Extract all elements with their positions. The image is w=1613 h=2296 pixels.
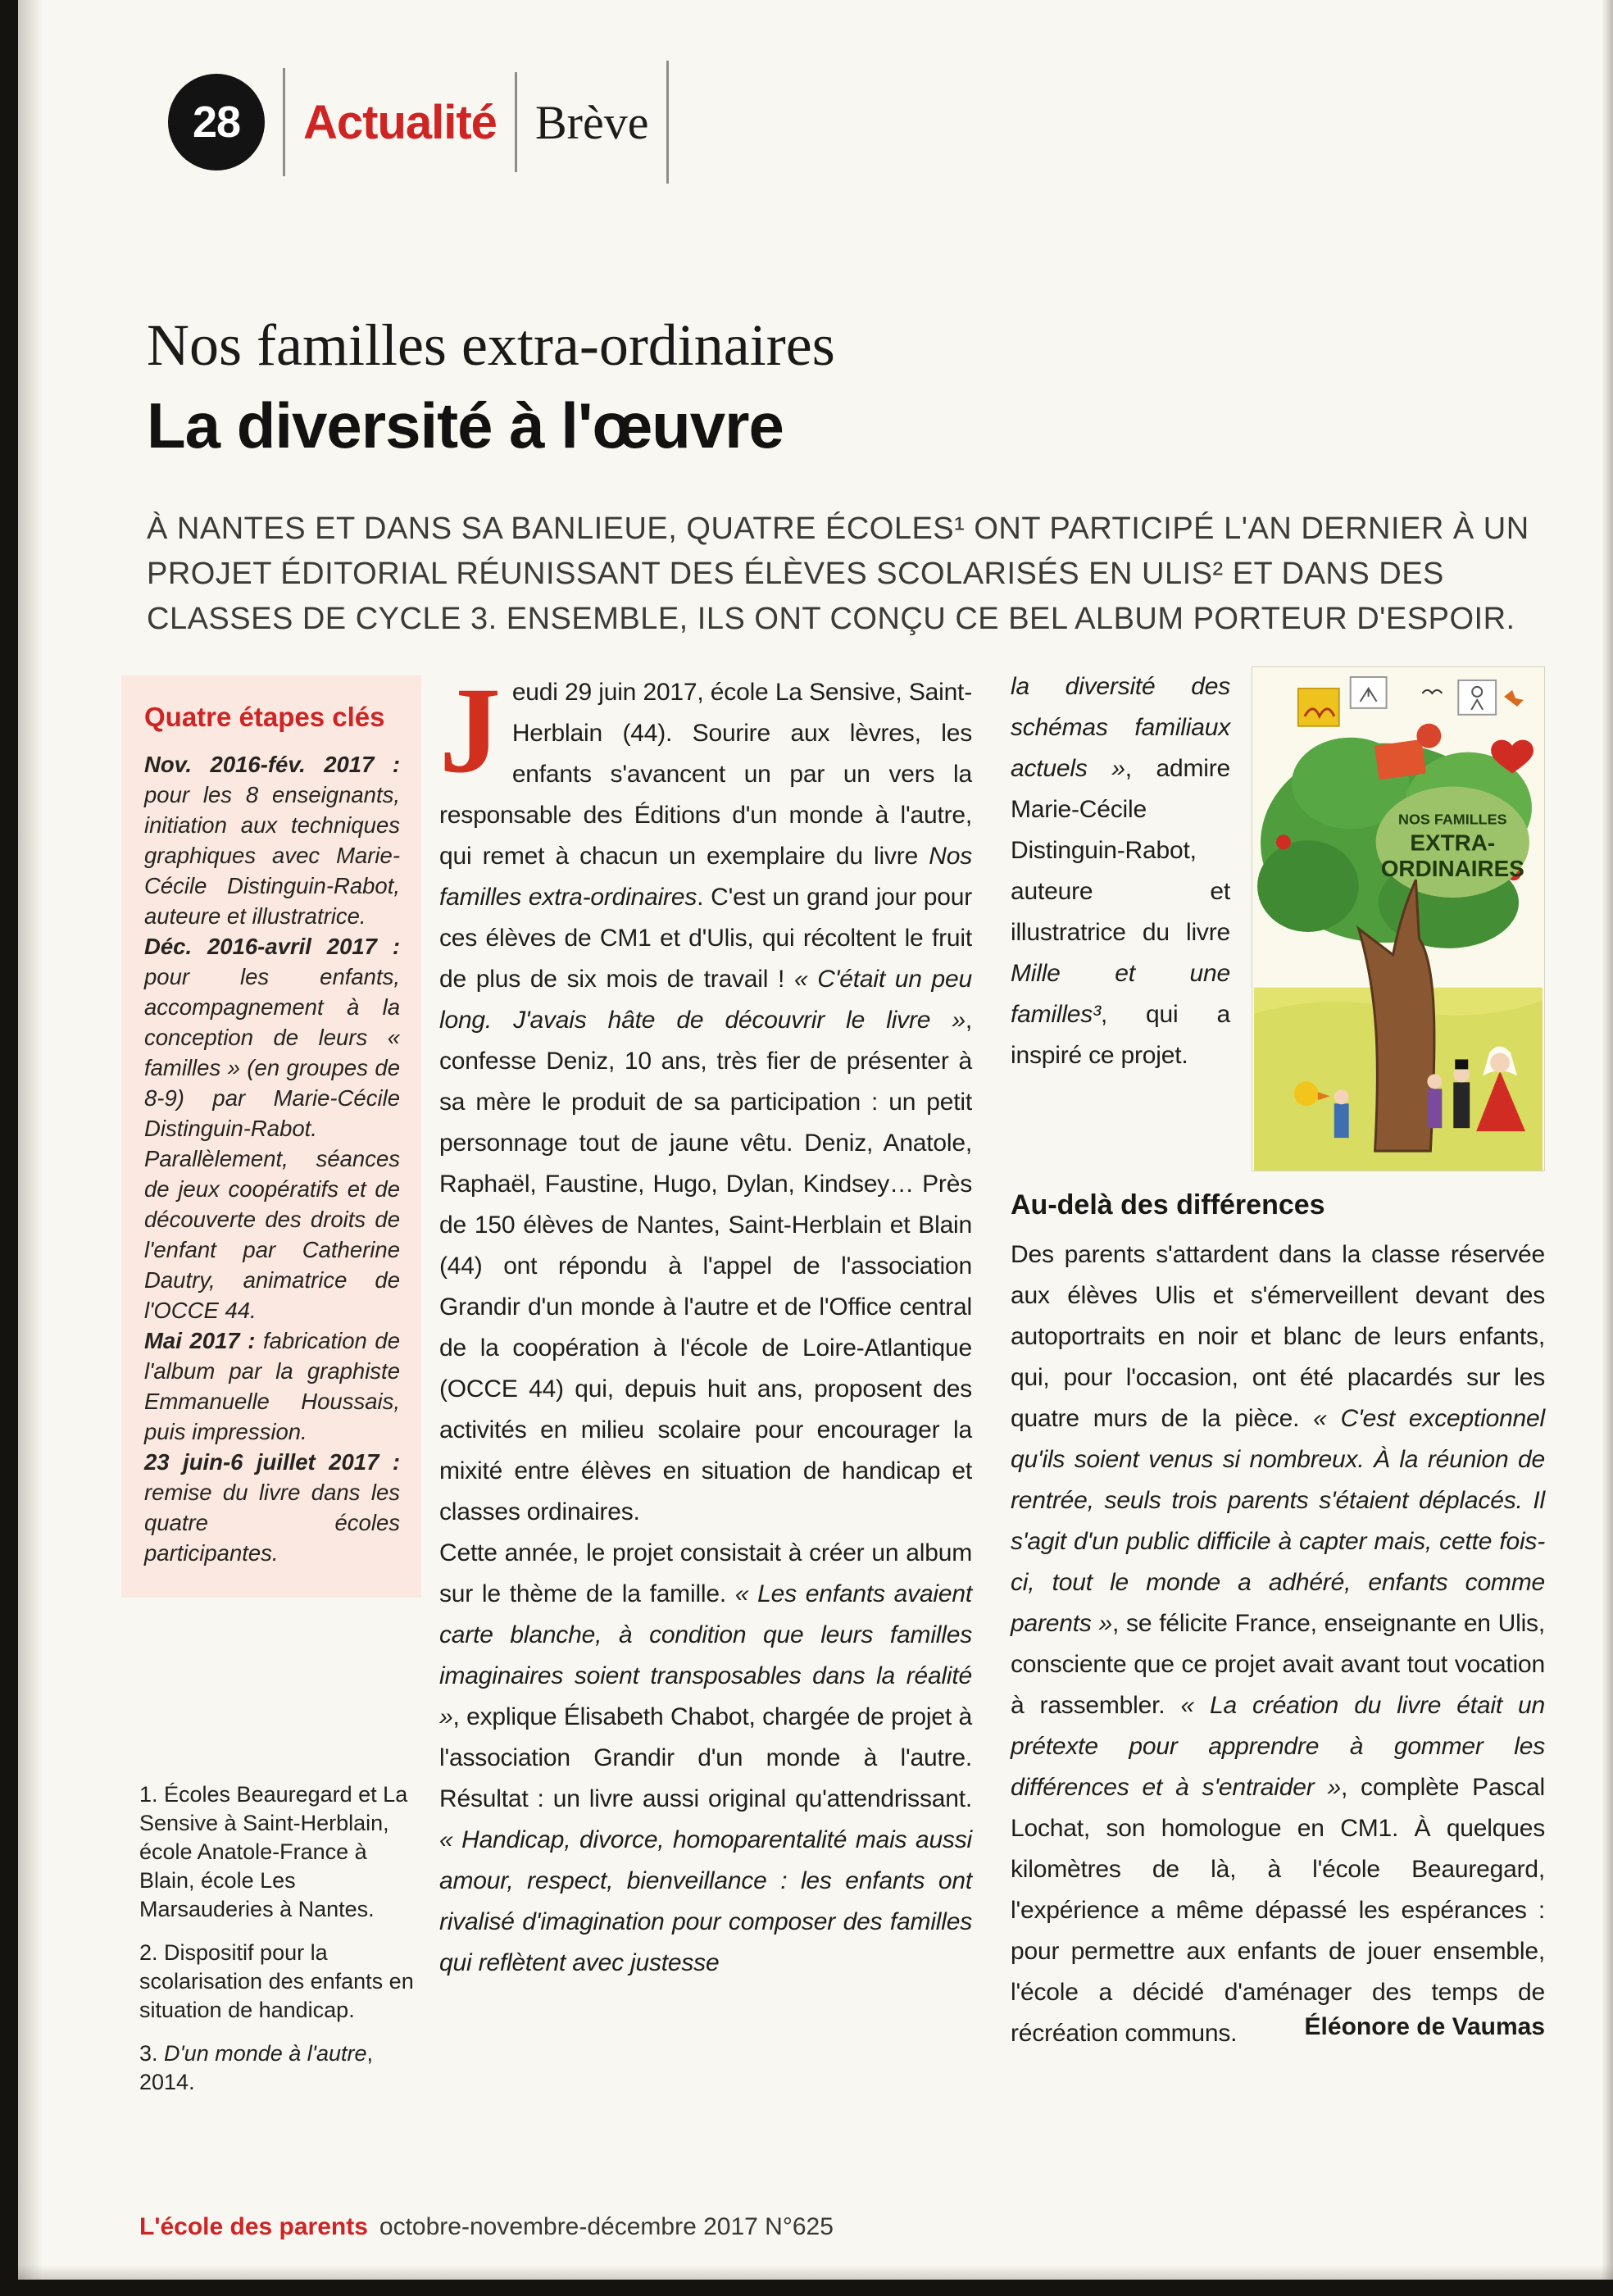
header-divider <box>515 72 517 172</box>
scan-edge-right <box>1602 0 1613 2296</box>
book-cover-photo <box>1252 666 1545 1171</box>
page-footer <box>139 2213 834 2241</box>
article-kicker: Nos familles extra-ordinaires <box>147 312 835 378</box>
cover-red-shape <box>1374 739 1426 780</box>
scan-edge-bottom-shadow <box>0 2265 1613 2280</box>
author-byline: Éléonore de Vaumas <box>1304 2013 1545 2040</box>
issue-info: octobre-novembre-décembre 2017 N°625 <box>379 2213 834 2240</box>
footnote: 3. D'un monde à l'autre, 2014. <box>139 2041 374 2094</box>
page-header <box>168 61 669 184</box>
article-column-1 <box>439 662 972 1984</box>
cover-red-shape <box>1416 724 1441 748</box>
body-paragraph: Des parents s'attardent dans la classe réservée aux élèves Ulis et s'émerveillent devant des autoportraits en noir et blanc de leurs enfants, qui, pour l'occasion, ont été placardés sur les quatre murs de la pièce. « C'est exceptionnel qu'ils soient venus si nombreux. À la réunion de rentrée, seuls trois parents s'étaient déplacés. Il s'agit d'un public difficile à capter mais, cette fois-ci, tout le monde a adhéré, enfants comme parents », se félicite France, enseignante en Ulis, consciente que ce projet avait avant tout vocation à rassembler. « La création du livre était un prétexte pour apprendre à gommer les différences et à s'entraider », complète Pascal Lochat, son homologue en CM1. À quelques kilomètres de là, à l'école Beauregard, l'expérience a même dépassé les espérances : pour permettre aux enfants de jouer ensemble, l'école a décidé d'aménager des temps de récréation communs. <box>1011 1241 1546 2047</box>
footnote: 2. Dispositif pour la scolarisation des enfants en situation de handicap. <box>139 1940 414 2022</box>
header-divider <box>666 61 669 184</box>
page-number-badge <box>168 74 265 170</box>
cover-foliage <box>1257 840 1359 932</box>
cover-title-line1: NOS FAMILLES <box>1398 811 1507 828</box>
magazine-name: L'école des parents <box>139 2213 368 2240</box>
cover-title-line3: ORDINAIRES <box>1380 856 1524 882</box>
sidebar-title: Quatre étapes clés <box>144 702 385 732</box>
page-number: 28 <box>192 98 241 147</box>
body-paragraph <box>439 662 972 1533</box>
body-paragraph: la diversité des schémas familiaux actuels », admire Marie-Cécile Distinguin-Rabot, auteure et illustratrice du livre Mille et une familles³, qui a inspiré ce projet. <box>1011 673 1230 1069</box>
sidebar-step: Nov. 2016-fév. 2017 : pour les 8 enseignants, initiation aux techniques graphiques avec Marie-Cécile Distinguin-Rabot, auteure et illustratrice. <box>144 752 400 929</box>
sidebar-step: Mai 2017 : fabrication de l'album par la graphiste Emmanuelle Houssais, puis impression. <box>144 1328 400 1444</box>
cover-yellow-frame <box>1298 689 1339 726</box>
cover-apple <box>1276 834 1291 849</box>
book-cover-illustration <box>1252 667 1544 1171</box>
sidebar-step: Déc. 2016-avril 2017 : pour les enfants, accompagnement à la conception de leurs « familles » (en groupes de 8-9) par Marie-Cécile Distinguin-Rabot. Parallèlement, séances de jeux coopératifs et de découverte des droits de l'enfant par Catherine Dautry, animatrice de l'OCCE 44. <box>144 934 400 1323</box>
sidebar-box <box>121 675 421 1598</box>
footnotes <box>139 1780 415 2112</box>
cover-picture-frame <box>1458 680 1496 715</box>
rubric-label: Brève <box>534 95 649 149</box>
dropcap: J <box>439 662 501 798</box>
article-column-2 <box>1011 666 1546 2047</box>
scan-edge-left <box>0 0 18 2296</box>
sidebar-step: 23 juin-6 juillet 2017 : remise du livre dans les quatre écoles participantes. <box>144 1449 400 1566</box>
column-top-row <box>1011 666 1545 1171</box>
scan-edge-bottom <box>0 2280 1613 2296</box>
scan-edge-left-shadow <box>18 0 43 2296</box>
paragraph-text: eudi 29 juin 2017, école La Sensive, Saint-Herblain (44). Sourire aux lèvres, les enfants s'avancent un par un vers la responsable des Éditions d'un monde à l'autre, qui remet à chacun un exemplaire du livre Nos familles extra-ordinaires. C'est un grand jour pour ces élèves de CM1 et d'Ulis, qui récoltent le fruit de plus de six mois de travail ! « C'était un peu long. J'avais hâte de découvrir le livre », confesse Deniz, 10 ans, très fier de présenter à sa mère le produit de sa participation : un petit personnage tout de jaune vêtu. Deniz, Anatole, Raphaël, Faustine, Hugo, Dylan, Kindsey… Près de 150 élèves de Nantes, Saint-Herblain et Blain (44) ont répondu à l'appel de l'association Grandir d'un monde à l'autre et de l'Office central de la coopération à l'école de Loire-Atlantique (OCCE 44) qui, depuis huit ans, proposent des activités en milieu scolaire pour encourager la mixité entre élèves en situation de handicap et classes ordinaires. <box>439 679 972 1525</box>
section-subhead: Au-delà des différences <box>1011 1189 1325 1221</box>
article-standfirst: À NANTES ET DANS SA BANLIEUE, QUATRE ÉCOLES¹ ONT PARTICIPÉ L'AN DERNIER À UN PROJET ÉDITORIAL RÉUNISSANT DES ÉLÈVES SCOLARISÉS EN ULIS² ET DANS DES CLASSES DE CYCLE 3. ENSEMBLE, ILS ONT CONÇU CE BEL ALBUM PORTEUR D'ESPOIR. <box>147 511 1529 636</box>
footnote: 1. Écoles Beauregard et La Sensive à Saint-Herblain, école Anatole-France à Blain, école Les Marsauderies à Nantes. <box>139 1782 408 1921</box>
cover-title-line2: EXTRA- <box>1410 830 1496 856</box>
header-divider <box>283 68 285 176</box>
section-label: Actualité <box>303 95 497 149</box>
article-title: La diversité à l'œuvre <box>147 389 784 461</box>
body-paragraph: Cette année, le projet consistait à créer un album sur le thème de la famille. « Les enfants avaient carte blanche, à condition que leurs familles imaginaires soient transposables dans la réalité », explique Élisabeth Chabot, chargée de projet à l'association Grandir d'un monde à l'autre. Résultat : un livre aussi original qu'attendrissant. « Handicap, divorce, homoparentalité mais aussi amour, respect, bienveillance : les enfants ont rivalisé d'imagination pour composer des familles qui reflètent avec justesse <box>439 1539 972 1976</box>
